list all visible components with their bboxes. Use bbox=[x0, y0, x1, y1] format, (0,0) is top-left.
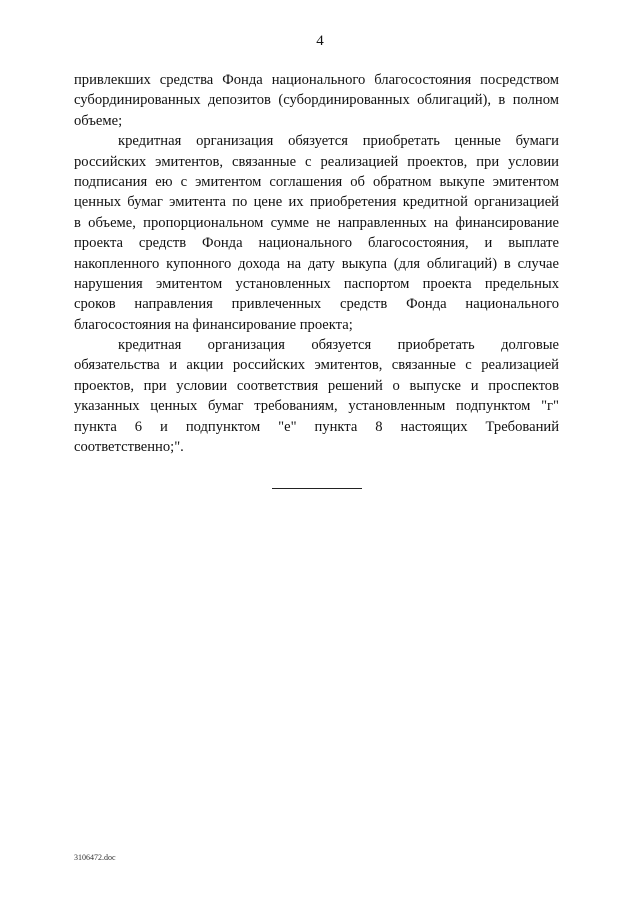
page-number: 4 bbox=[316, 33, 324, 49]
text-line: пункта 6 и подпунктом "е" пункта 8 настоящих Требований bbox=[74, 418, 559, 435]
document-file-code: 3106472.doc bbox=[74, 853, 116, 862]
text-line: накопленного купонного дохода на дату выкупа (для облигаций) в случае bbox=[74, 255, 559, 272]
text-line: подписания ею с эмитентом соглашения об обратном выкупе эмитентом bbox=[74, 173, 559, 190]
text-line: ценных бумаг эмитента по цене их приобретения кредитной организацией bbox=[74, 194, 559, 211]
text-line: субординированных депозитов (субординированных облигаций), в полном bbox=[74, 92, 559, 109]
text-line: сроков направления привлеченных средств Фонда национального bbox=[74, 296, 559, 313]
text-line: российских эмитентов, связанные с реализацией проектов, при условии bbox=[74, 153, 559, 170]
text-line: кредитная организация обязуется приобретать долговые bbox=[118, 337, 559, 354]
text-line: привлекших средства Фонда национального благосостояния посредством bbox=[74, 72, 559, 88]
text-line: нарушения эмитентом установленных паспортом проекта предельных bbox=[74, 275, 559, 292]
text-line: проекта средств Фонда национального благосостояния, и выплате bbox=[74, 235, 559, 252]
text-line: в объеме, пропорциональном сумме не направленных на финансирование bbox=[74, 214, 559, 231]
text-line: соответственно;". bbox=[74, 439, 184, 456]
text-line: объеме; bbox=[74, 112, 123, 129]
document-body bbox=[74, 70, 559, 457]
text-line: благосостояния на финансирование проекта; bbox=[74, 316, 353, 333]
text-line: проектов, при условии соответствия решений о выпуске и проспектов bbox=[74, 377, 559, 394]
end-divider bbox=[272, 488, 362, 489]
text-line: указанных ценных бумаг требованиям, установленным подпунктом "г" bbox=[74, 398, 559, 415]
text-line: кредитная организация обязуется приобретать ценные бумаги bbox=[118, 133, 559, 150]
text-line: обязательства и акции российских эмитентов, связанные с реализацией bbox=[74, 357, 559, 374]
